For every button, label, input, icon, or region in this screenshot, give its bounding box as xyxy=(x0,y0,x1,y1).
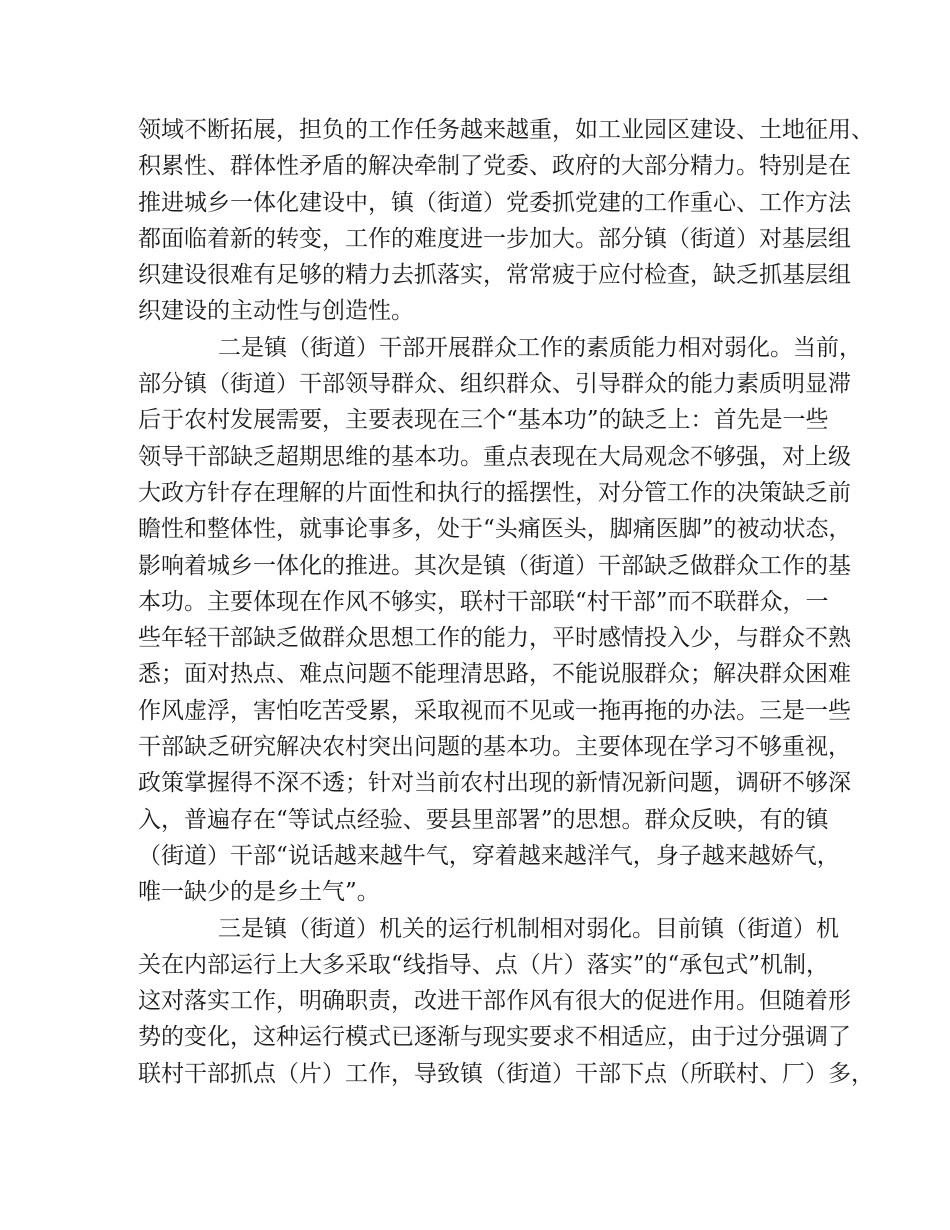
text-line: 瞻性和整体性，就事论事多，处于“头痛医头，脚痛医脚”的被动状态， xyxy=(138,516,852,543)
text-line: 大政方针存在理解的片面性和执行的摇摆性，对分管工作的决策缺乏前 xyxy=(138,479,851,506)
text-line: 织建设很难有足够的精力去抓落实，常常疲于应付检查，缺乏抓基层组 xyxy=(138,262,851,289)
text-line: 都面临着新的转变，工作的难度进一步加大。部分镇（街道）对基层组 xyxy=(138,225,851,252)
text-line: 织建设的主动性与创造性。 xyxy=(138,298,414,325)
text-line: 些年轻干部缺乏做群众思想工作的能力，平时感情投入少，与群众不熟 xyxy=(138,625,851,652)
text-line: 积累性、群体性矛盾的解决牵制了党委、政府的大部分精力。特别是在 xyxy=(138,153,851,180)
text-line: 二是镇（街道）干部开展群众工作的素质能力相对弱化。当前， xyxy=(218,334,862,361)
text-line: 政策掌握得不深不透；针对当前农村出现的新情况新问题，调研不够深 xyxy=(138,770,851,797)
paragraph xyxy=(138,911,874,1092)
text-line: 部分镇（街道）干部领导群众、组织群众、引导群众的能力素质明显滞 xyxy=(138,371,851,398)
text-line: 推进城乡一体化建设中，镇（街道）党委抓党建的工作重心、工作方法 xyxy=(138,189,851,216)
text-line: 入，普遍存在“等试点经验、要县里部署”的思想。群众反映，有的镇 xyxy=(138,806,829,833)
paragraph xyxy=(138,330,862,911)
text-line: 关在内部运行上大多采取“线指导、点（片）落实”的“承包式”机制， xyxy=(138,951,830,978)
text-line: 影响着城乡一体化的推进。其次是镇（街道）干部缺乏做群众工作的基 xyxy=(138,552,851,579)
text-line: 联村干部抓点（片）工作，导致镇（街道）干部下点（所联村、厂）多， xyxy=(138,1060,874,1087)
text-line: 本功。主要体现在作风不够实，联村干部联“村干部”而不联群众，一 xyxy=(138,588,829,615)
text-line: 这对落实工作，明确职责，改进干部作风有很大的促进作用。但随着形 xyxy=(138,988,851,1015)
text-line: 领导干部缺乏超期思维的基本功。重点表现在大局观念不够强，对上级 xyxy=(138,443,851,470)
text-line: 领域不断拓展，担负的工作任务越来越重，如工业园区建设、土地征用、 xyxy=(138,117,874,143)
text-line: 干部缺乏研究解决农村突出问题的基本功。主要体现在学习不够重视， xyxy=(138,734,851,761)
text-line: 势的变化，这种运行模式已逐渐与现实要求不相适应，由于过分强调了 xyxy=(138,1024,851,1051)
text-line: （街道）干部“说话越来越牛气，穿着越来越洋气，身子越来越娇气， xyxy=(138,842,840,869)
text-line: 作风虚浮，害怕吃苦受累，采取视而不见或一拖再拖的办法。三是一些 xyxy=(138,697,851,724)
paragraph xyxy=(138,112,874,330)
text-line: 三是镇（街道）机关的运行机制相对弱化。目前镇（街道）机 xyxy=(218,915,839,942)
document-body xyxy=(138,112,874,1092)
text-line: 后于农村发展需要，主要表现在三个“基本功”的缺乏上：首先是一些 xyxy=(138,407,829,434)
text-line: 悉；面对热点、难点问题不能理清思路，不能说服群众；解决群众困难 xyxy=(138,661,851,688)
text-line: 唯一缺少的是乡土气”。 xyxy=(138,879,380,906)
